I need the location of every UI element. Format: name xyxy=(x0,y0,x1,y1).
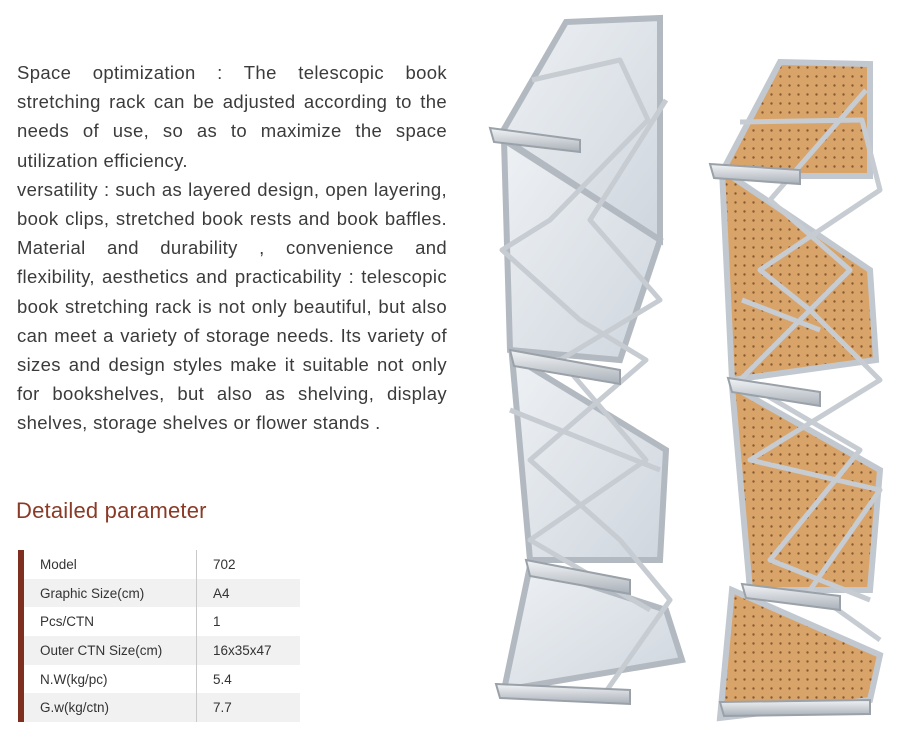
rack-wood-panels xyxy=(710,62,880,718)
parameter-table xyxy=(18,550,300,722)
param-value: 1 xyxy=(196,607,221,636)
param-value: 7.7 xyxy=(196,693,232,722)
table-row-gross-weight xyxy=(24,693,300,722)
table-row-net-weight xyxy=(24,665,300,694)
param-label: Graphic Size(cm) xyxy=(40,585,145,601)
table-row-pcs-ctn xyxy=(24,607,300,636)
param-label: Model xyxy=(40,556,77,572)
table-row-graphic-size xyxy=(24,579,300,608)
product-photo-brochure-racks xyxy=(470,0,906,744)
section-title-parameters: Detailed parameter xyxy=(16,498,207,523)
param-value: 16x35x47 xyxy=(196,636,272,665)
param-label: Pcs/CTN xyxy=(40,614,94,630)
param-label: Outer CTN Size(cm) xyxy=(40,642,163,658)
product-description xyxy=(17,58,447,438)
param-value: A4 xyxy=(196,579,230,608)
table-row-outer-ctn-size xyxy=(24,636,300,665)
param-value: 5.4 xyxy=(196,665,232,694)
rack-clear-panels xyxy=(490,18,682,704)
param-value: 702 xyxy=(196,550,236,579)
param-label: G.w(kg/ctn) xyxy=(40,700,110,716)
description-paragraph-space: Space optimization : The telescopic book stretching rack can be adjusted according to the needs of use, so as to maximize the space utilization efficiency. xyxy=(17,62,447,171)
param-label: N.W(kg/pc) xyxy=(40,671,108,687)
table-row-model xyxy=(24,550,300,579)
description-paragraph-versatility: versatility : such as layered design, open layering, book clips, stretched book rests and book baffles. Material and durability , convenience and flexibility, aesthetics and practicability : telescopic book stretching rack is not only beautiful, but also can meet a variety of storage needs. Its variety of sizes and design styles make it suitable not only for bookshelves, but also as shelving, display shelves, storage shelves or flower stands . xyxy=(17,178,447,434)
